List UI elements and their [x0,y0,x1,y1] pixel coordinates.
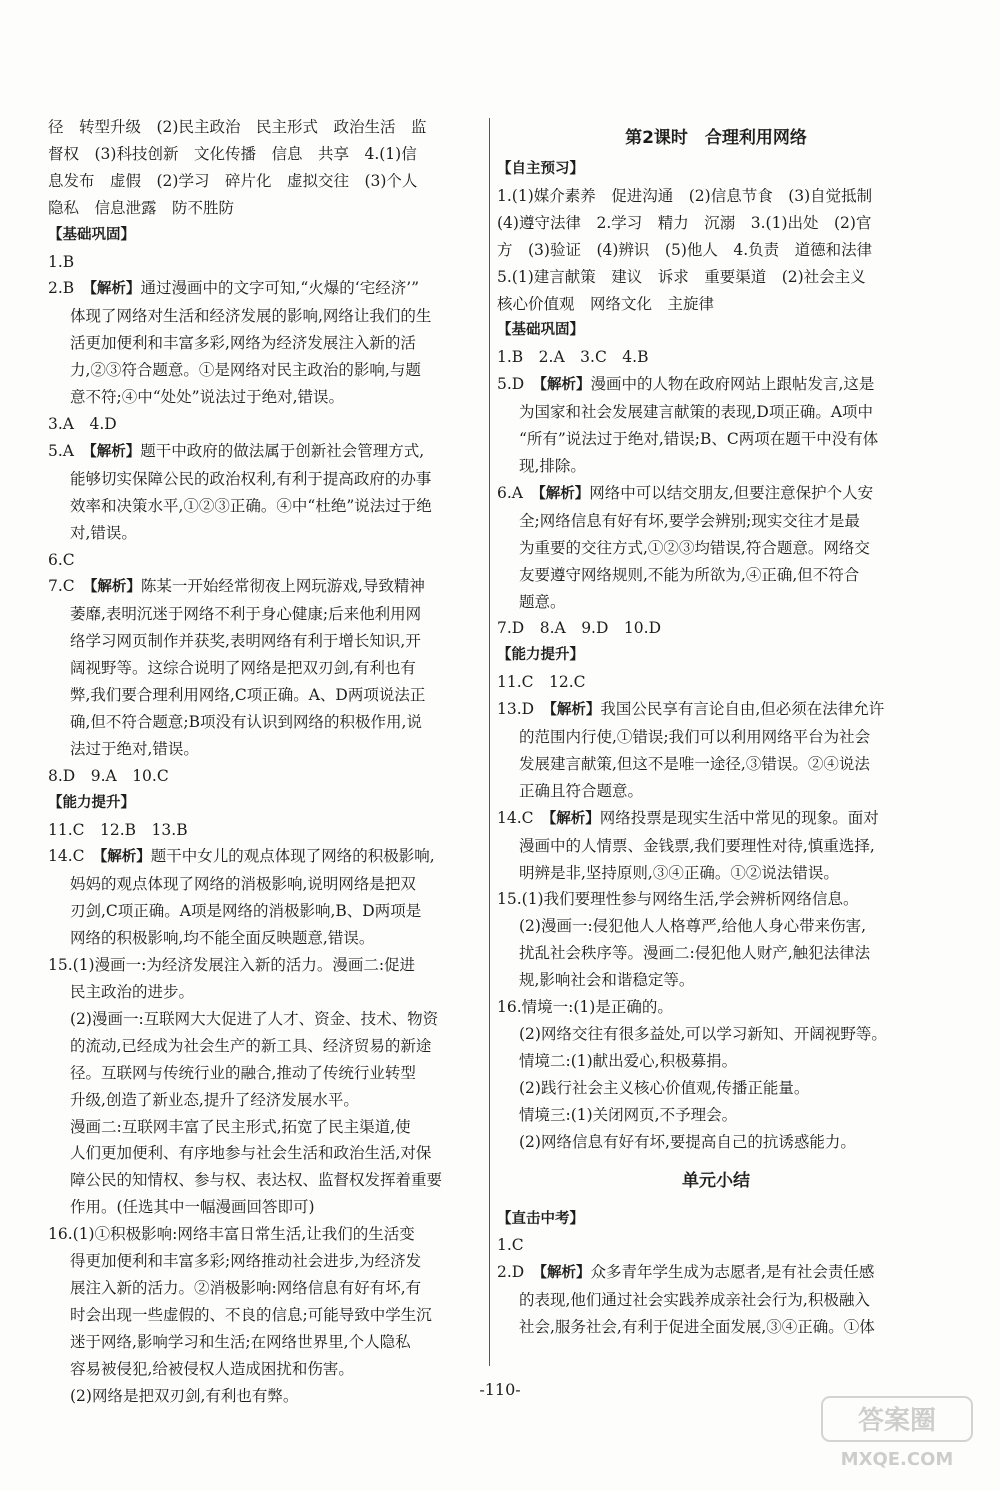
continuation-line: 体现了网络对生活和经济发展的影响,网络让我们的生 [70,307,432,326]
continuation-line: (2)践行社会主义核心价值观,传播正能量。 [519,1078,810,1097]
svg-text:MXQE.COM: MXQE.COM [840,1449,954,1470]
continuation-line: 人们更加便利、有序地参与社会生活和政治生活,对保 [70,1144,432,1163]
continuation-line: 现,排除。 [519,456,586,475]
answer-line [48,843,486,871]
answer-line: 11.C 12.B 13.B [48,820,188,839]
continuation-line: 得更加便利和丰富多彩;网络推动社会进步,为经济发 [70,1252,422,1271]
continuation-line: 作用。(任选其中一幅漫画回答即可) [70,1198,315,1217]
analysis-label: 【解析】 [89,281,141,298]
answer-line: 7.D 8.A 9.D 10.D [497,619,661,638]
answer-line: 3.A 4.D [48,414,117,433]
continuation-line: 效率和决策水平,①②③正确。④中“杜绝”说法过于绝 [70,496,432,515]
answer-line: 核心价值观 网络文化 主旋律 [497,294,715,313]
analysis-label: 【解析】 [539,1265,591,1282]
continuation-line: 为国家和社会发展建言献策的表现,D项正确。A项中 [519,403,874,422]
continuation-line: (2)漫画一:侵犯他人人格尊严,给他人身心带来伤害, [519,917,867,936]
svg-text:答案圈: 答案圈 [857,1406,937,1436]
continuation-line: 萎靡,表明沉迷于网络不利于身心健康;后来他利用网 [70,605,422,624]
section-heading: 【直击中考】 [497,1210,584,1227]
continuation-line: 正确且符合题意。 [519,781,644,800]
answer-line: 11.C 12.C [497,673,586,692]
continuation-line: 升级,创造了新业态,提升了经济发展水平。 [70,1090,359,1109]
continuation-line: 弊,我们要合理利用网络,C项正确。A、D两项说法正 [70,686,426,705]
answer-number: 2.B [48,279,90,298]
answer-line: 15.(1)漫画一:为经济发展注入新的活力。漫画二:促进 [48,956,416,975]
continuation-line: “所有”说法过于绝对,错误;B、C两项在题干中没有体 [519,430,879,449]
continuation-line: 情境二:(1)献出爱心,积极募捐。 [519,1051,738,1070]
answer-number: 7.C [48,577,91,596]
continuation-line: 漫画中的人情票、金钱票,我们要理性对待,慎重选择, [519,836,875,855]
analysis-text: 网络投票是现实生活中常见的现象。面对 [599,808,879,827]
answer-line: 5.(1)建言献策 建议 诉求 重要渠道 (2)社会主义 [497,267,866,286]
continuation-line: 刃剑,C项正确。A项是网络的消极影响,B、D两项是 [70,902,422,921]
continuation-line: (2)漫画一:互联网大大促进了人才、资金、技术、物资 [70,1009,439,1028]
continuation-line: 社会,服务社会,有利于促进全面发展,③④正确。①体 [519,1318,875,1337]
continuation-line: 友要遵守网络规则,不能为所欲为,④正确,但不符合 [519,565,860,584]
continuation-line: 的表现,他们通过社会实践养成亲社会行为,积极融入 [519,1291,870,1310]
section-heading: 【基础巩固】 [497,322,584,339]
answer-line: 1.B [48,252,75,271]
analysis-label: 【解析】 [538,485,590,502]
continuation-line: 漫画二:互联网丰富了民主形式,拓宽了民主渠道,使 [70,1117,411,1136]
continuation-line: 为重要的交往方式,①②③均错误,符合题意。网络交 [519,538,870,557]
analysis-label: 【解析】 [90,579,141,596]
continuation-line: 全;网络信息有好有坏,要学会辨别;现实交往才是最 [519,511,860,530]
continuation-line: 的流动,已经成为社会生产的新工具、经济贸易的新途 [70,1036,432,1055]
unit-summary-title: 单元小结 [682,1170,750,1191]
analysis-text: 陈某一开始经常彻夜上网玩游戏,导致精神 [140,577,425,596]
column-divider [489,118,490,1366]
analysis-text: 题干中政府的做法属于创新社会管理方式, [140,441,425,460]
answer-line: (4)遵守法律 2.学习 精力 沉溺 3.(1)出处 (2)官 [497,213,872,232]
answer-line [48,573,486,601]
answer-line: 8.D 9.A 10.C [48,766,169,785]
answer-number: 5.A [48,441,90,460]
analysis-label: 【解析】 [100,849,151,866]
continuation-line: 时会出现一些虚假的、不良的信息;可能导致中学生沉 [70,1305,432,1324]
left-column [48,114,486,1410]
continuation-line: 对,错误。 [70,523,137,542]
continuation-line: 扰乱社会秩序等。漫画二:侵犯他人财产,触犯法律法 [519,944,871,963]
answer-line: 16.(1)①积极影响:网络丰富日常生活,让我们的生活变 [48,1225,415,1244]
continuation-line: 发展建言献策,但这不是唯一途径,③错误。②④说法 [519,754,870,773]
continuation-line: 阔视野等。这综合说明了网络是把双刃剑,有利也有 [70,659,416,678]
continuation-line: 的范围内行使,①错误;我们可以利用网络平台为社会 [519,728,871,747]
continuation-line: 径。互联网与传统行业的融合,推动了传统行业转型 [70,1063,416,1082]
answer-line: 督权 (3)科技创新 文化传播 信息 共享 4.(1)信 [48,144,417,163]
answer-line: 1.B 2.A 3.C 4.B [497,348,649,367]
continuation-line: 活更加便利和丰富多彩,网络为经济发展注入新的活 [70,334,416,353]
section-heading: 【基础巩固】 [48,226,135,243]
continuation-line: 妈妈的观点体现了网络的消极影响,说明网络是把双 [70,875,416,894]
analysis-label: 【解析】 [89,443,141,460]
section-heading: 【能力提升】 [48,794,135,811]
continuation-line: 规,影响社会和谐稳定等。 [519,971,695,990]
continuation-line: 题意。 [519,592,566,611]
answer-line: 15.(1)我们要理性参与网络生活,学会辨析网络信息。 [497,890,859,909]
continuation-line: (2)网络信息有好有坏,要提高自己的抗诱惑能力。 [519,1132,856,1151]
answer-line: 径 转型升级 (2)民主政治 民主形式 政治生活 监 [48,118,427,136]
analysis-text: 通过漫画中的文字可知,“火爆的‘宅经济’” [140,279,420,298]
continuation-line: 能够切实保障公民的政治权利,有利于提高政府的办事 [70,469,432,488]
analysis-label: 【解析】 [549,810,600,827]
answer-number: 14.C [48,847,101,866]
answer-line: 隐私 信息泄露 防不胜防 [48,198,235,217]
continuation-line: 容易被侵犯,给被侵权人造成困扰和伤害。 [70,1359,354,1378]
answer-line: 方 (3)验证 (4)辨识 (5)他人 4.负责 道德和法律 [497,240,873,259]
answer-number: 6.A [497,483,539,502]
answer-line [497,696,935,724]
continuation-line: 展注入新的活力。②消极影响:网络信息有好有坏,有 [70,1278,422,1297]
continuation-line: 障公民的知情权、参与权、表达权、监督权发挥着重要 [70,1171,443,1190]
answer-line [497,371,935,399]
analysis-label: 【解析】 [549,702,601,719]
answer-line [497,805,935,833]
answer-line: 息发布 虚假 (2)学习 碎片化 虚拟交往 (3)个人 [48,171,418,190]
continuation-line: 确,但不符合题意;B项没有认识到网络的积极作用,说 [70,712,422,731]
continuation-line: 情境三:(1)关闭网页,不予理会。 [519,1105,738,1124]
answer-number: 5.D [497,375,540,394]
analysis-text: 我国公民享有言论自由,但必须在法律允许 [600,700,885,719]
answer-line: 16.情境一:(1)是正确的。 [497,998,673,1017]
continuation-line: (2)网络是把双刃剑,有利也有弊。 [70,1386,299,1405]
answer-number: 2.D [497,1263,540,1282]
lesson-title: 第2课时 合理利用网络 [625,128,807,148]
continuation-line: (2)网络交往有很多益处,可以学习新知、开阔视野等。 [519,1025,887,1043]
answer-line [497,1259,935,1287]
analysis-text: 题干中女儿的观点体现了网络的积极影响, [150,847,435,866]
analysis-text: 漫画中的人物在政府网站上跟帖发言,这是 [590,375,875,394]
continuation-line: 网络的积极影响,均不能全面反映题意,错误。 [70,929,375,948]
page-number: -110- [479,1380,521,1399]
section-heading: 【自主预习】 [497,161,584,177]
continuation-line: 迷于网络,影响学习和生活;在网络世界里,个人隐私 [70,1332,411,1351]
continuation-line: 力,②③符合题意。①是网络对民主政治的影响,与题 [70,361,421,380]
continuation-line: 法过于绝对,错误。 [70,739,199,758]
analysis-label: 【解析】 [539,377,591,394]
answer-line: 1.C [497,1236,524,1255]
continuation-line: 明辨是非,坚持原则,③④正确。①②说法错误。 [519,863,839,882]
continuation-line: 意不符;④中“处处”说法过于绝对,错误。 [70,388,344,407]
analysis-text: 众多青年学生成为志愿者,是有社会责任感 [590,1263,875,1282]
answer-line: 6.C [48,550,75,569]
watermark-logo [818,1393,978,1473]
continuation-line: 民主政治的进步。 [70,983,195,1001]
answer-line [497,480,935,508]
analysis-text: 网络中可以结交朋友,但要注意保护个人安 [589,483,874,502]
section-heading: 【能力提升】 [497,647,584,664]
answer-line [48,275,486,303]
continuation-line: 络学习网页制作并获奖,表明网络有利于增长知识,开 [70,632,421,651]
answer-line [48,438,486,466]
answer-number: 14.C [497,808,550,827]
right-column [497,126,935,1341]
answer-line: 1.(1)媒介素养 促进沟通 (2)信息节食 (3)自觉抵制 [497,186,873,205]
answer-number: 13.D [497,700,550,719]
